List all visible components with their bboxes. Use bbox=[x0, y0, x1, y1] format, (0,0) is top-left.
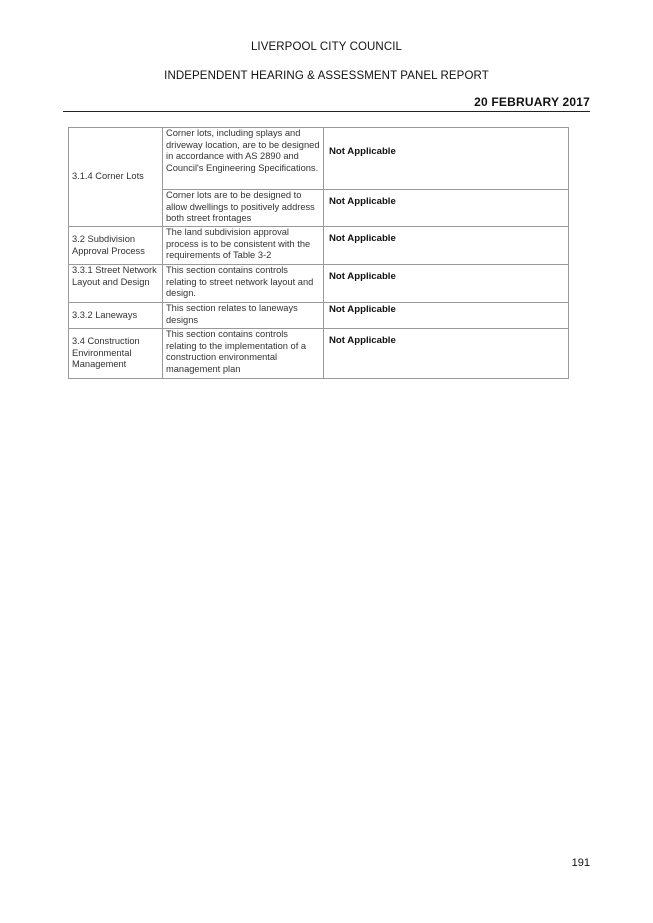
status-cell: Not Applicable bbox=[324, 227, 569, 265]
status-cell: Not Applicable bbox=[324, 190, 569, 227]
report-date: 20 FEBRUARY 2017 bbox=[474, 95, 590, 109]
status-cell: Not Applicable bbox=[324, 303, 569, 329]
requirement-cell: This section contains controls relating to street network layout and design. bbox=[163, 265, 324, 303]
control-cell: 3.3.1 Street Network Layout and Design bbox=[69, 265, 163, 303]
table-row bbox=[69, 329, 569, 379]
page-number: 191 bbox=[571, 857, 590, 869]
control-cell: 3.1.4 Corner Lots bbox=[69, 128, 163, 227]
compliance-table bbox=[68, 127, 569, 379]
table-row bbox=[69, 303, 569, 329]
requirement-cell: Corner lots are to be designed to allow dwellings to positively address both street frontages bbox=[163, 190, 324, 227]
requirement-cell: This section relates to laneways designs bbox=[163, 303, 324, 329]
status-cell: Not Applicable bbox=[324, 329, 569, 379]
table-row bbox=[69, 227, 569, 265]
requirement-cell: The land subdivision approval process is to be consistent with the requirements of Table 3-2 bbox=[163, 227, 324, 265]
control-cell: 3.2 Subdivision Approval Process bbox=[69, 227, 163, 265]
status-cell: Not Applicable bbox=[324, 265, 569, 303]
table-row bbox=[69, 265, 569, 303]
control-cell: 3.4 Construction Environmental Management bbox=[69, 329, 163, 379]
council-name: LIVERPOOL CITY COUNCIL bbox=[250, 41, 403, 53]
status-cell: Not Applicable bbox=[324, 128, 569, 190]
requirement-cell: This section contains controls relating to the implementation of a construction environmental management plan bbox=[163, 329, 324, 379]
control-cell: 3.3.2 Laneways bbox=[69, 303, 163, 329]
table-row bbox=[69, 128, 569, 190]
report-title: INDEPENDENT HEARING & ASSESSMENT PANEL REPORT bbox=[164, 70, 489, 82]
header-rule bbox=[63, 111, 590, 112]
requirement-cell: Corner lots, including splays and driveway location, are to be designed in accordance with AS 2890 and Council's Engineering Specifications. bbox=[163, 128, 324, 190]
